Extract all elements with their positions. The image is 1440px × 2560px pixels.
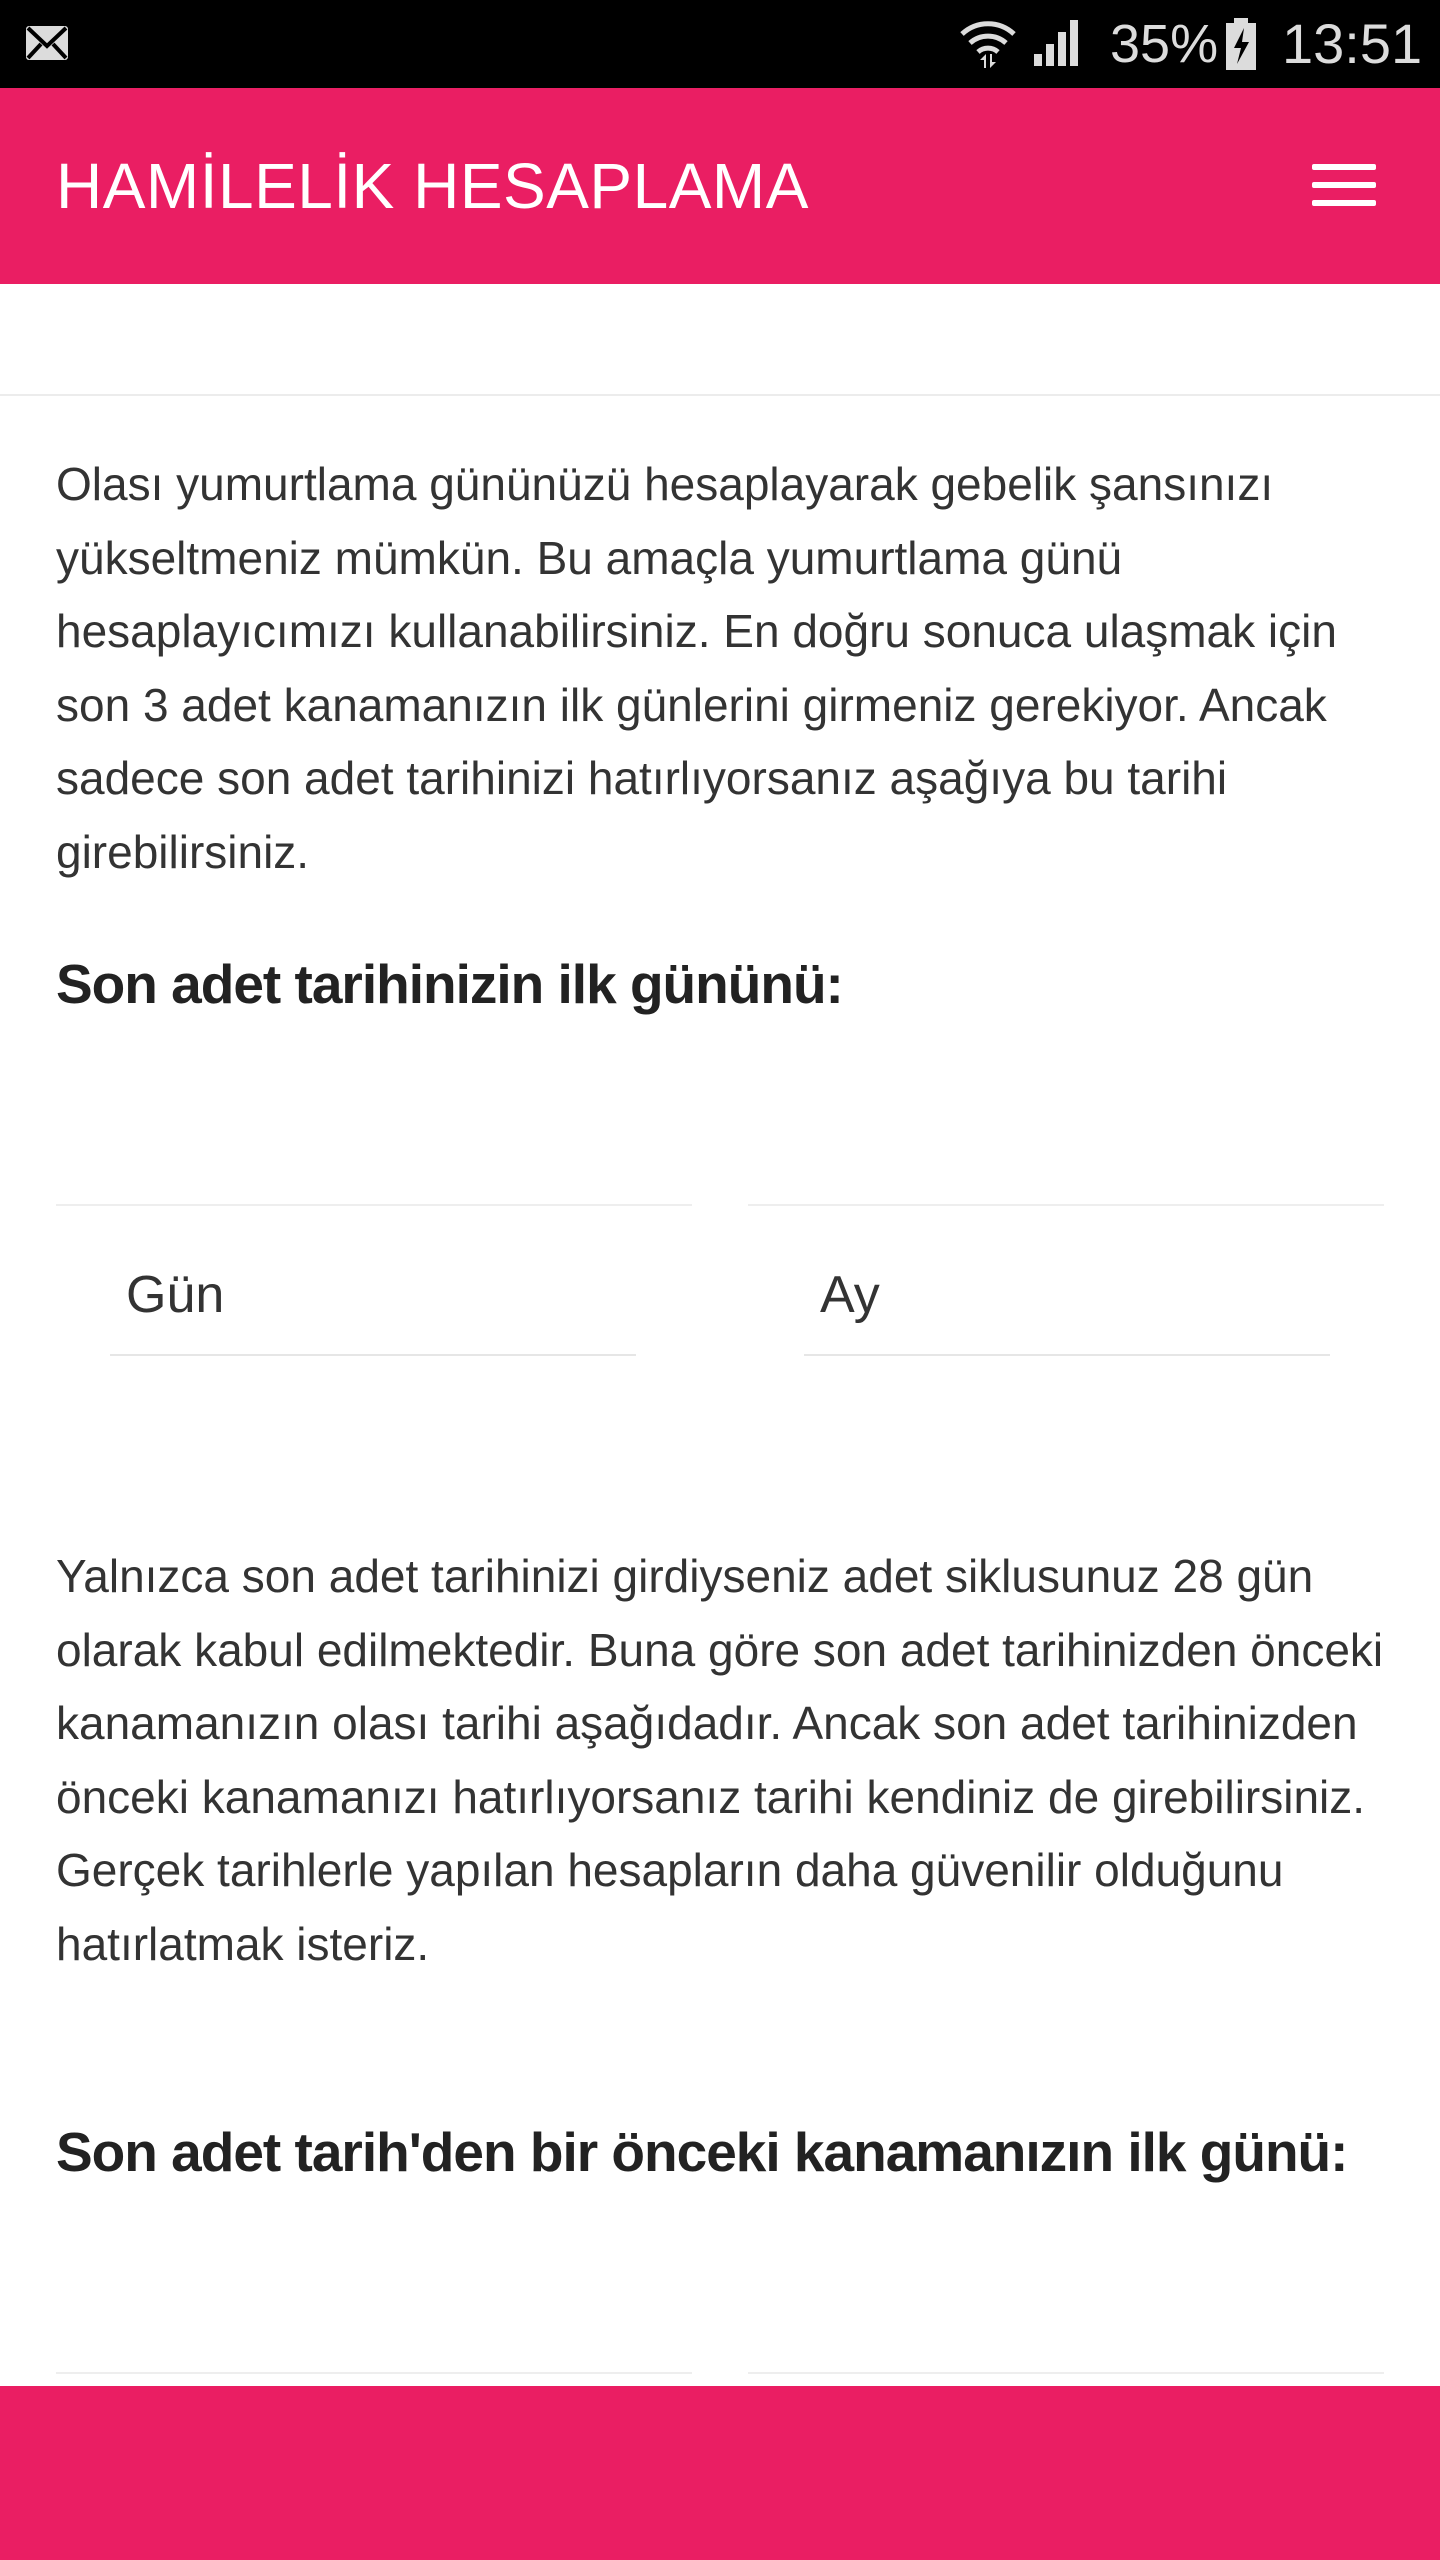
mail-icon bbox=[24, 22, 70, 64]
bottom-bar bbox=[0, 2386, 1440, 2560]
app-title: HAMİLELİK HESAPLAMA bbox=[56, 150, 809, 222]
month-select[interactable] bbox=[804, 1240, 1330, 1356]
last-period-heading: Son adet tarihinizin ilk gününü: bbox=[56, 953, 843, 1015]
clock: 13:51 bbox=[1282, 12, 1423, 75]
battery-percent: 35% bbox=[1110, 14, 1219, 74]
signal-icon bbox=[1032, 16, 1084, 68]
prev-month-field-border bbox=[748, 2372, 1384, 2374]
wifi-icon bbox=[958, 12, 1018, 72]
battery-charging-icon bbox=[1224, 16, 1258, 72]
month-field-border bbox=[748, 1204, 1384, 1206]
section-divider bbox=[0, 394, 1440, 396]
status-bar bbox=[0, 0, 1440, 88]
day-select[interactable] bbox=[110, 1240, 636, 1356]
hamburger-menu-icon[interactable] bbox=[1300, 148, 1390, 224]
info-paragraph: Yalnızca son adet tarihinizi girdiyseniz adet siklusunuz 28 gün olarak kabul edilmektedir. Buna göre son adet tarihinizden önceki kanamanızın olası tarihi aşağıdadır. Ancak son adet tarihinizden önceki kanamanızı hatırlıyorsanız tarihi kendiniz de girebilirsiniz. Gerçek tarihlerle yapılan hesapların daha güvenilir olduğunu hatırlatmak isteriz. bbox=[56, 1550, 1384, 1970]
previous-period-heading: Son adet tarih'den bir önceki kanamanızın ilk günü: bbox=[56, 2121, 1348, 2183]
day-select-label: Gün bbox=[126, 1266, 225, 1324]
month-select-underline bbox=[804, 1354, 1330, 1356]
app-bar bbox=[0, 88, 1440, 284]
intro-paragraph: Olası yumurtlama gününüzü hesaplayarak gebelik şansınızı yükseltmeniz mümkün. Bu amaçla yumurtlama günü hesaplayıcımızı kullanabilirsiniz. En doğru sonuca ulaşmak için son 3 adet kanamanızın ilk günlerini girmeniz gerekiyor. Ancak sadece son adet tarihinizi hatırlıyorsanız aşağıya bu tarihi girebilirsiniz. bbox=[56, 458, 1337, 878]
prev-day-field-border bbox=[56, 2372, 692, 2374]
day-select-underline bbox=[110, 1354, 636, 1356]
month-select-label: Ay bbox=[820, 1266, 880, 1324]
day-field-border bbox=[56, 1204, 692, 1206]
